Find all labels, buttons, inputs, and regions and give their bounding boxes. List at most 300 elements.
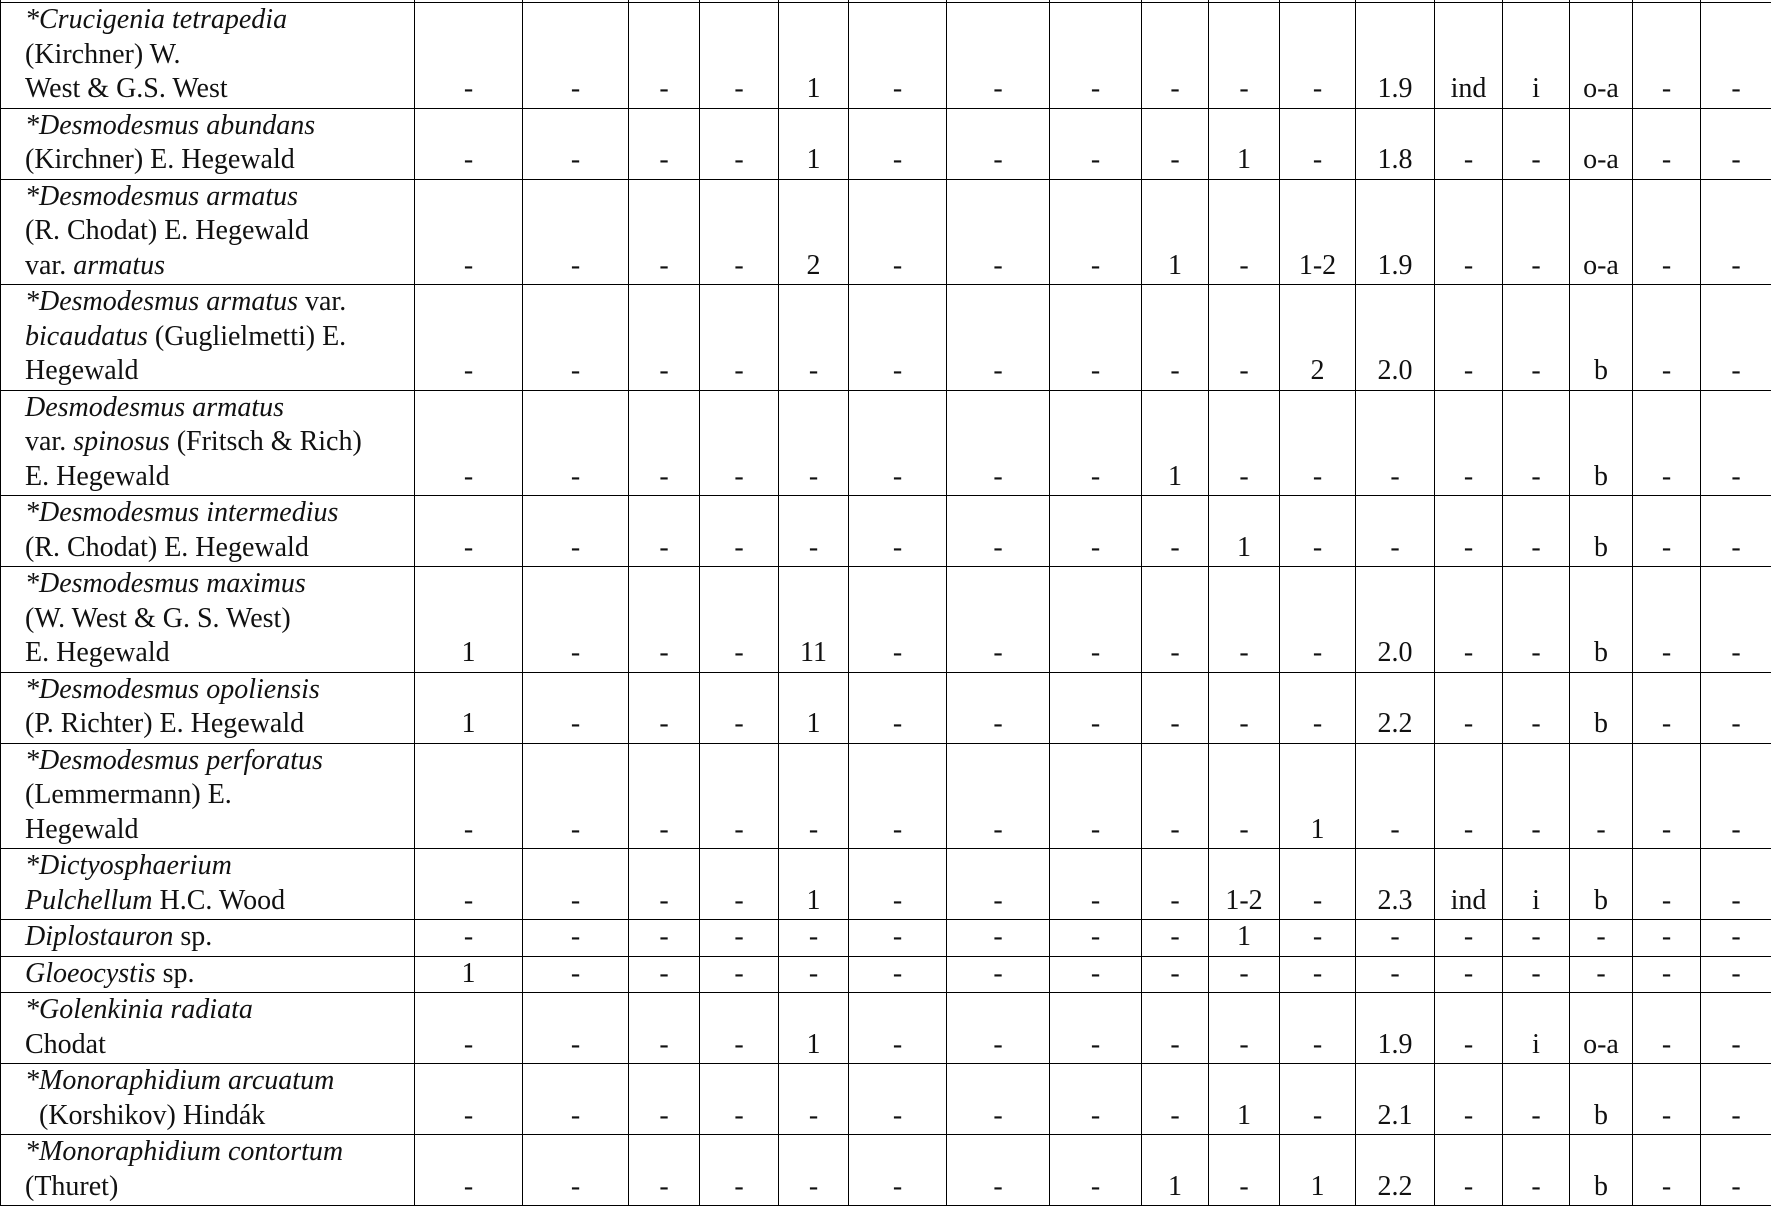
value-cell: - [1142,3,1209,109]
value-cell: - [1050,496,1142,567]
species-name-text: sp. [173,921,213,952]
value-cell: - [523,849,629,920]
species-name-line [25,957,411,992]
value-cell: - [947,1135,1050,1206]
species-name-line [25,425,411,460]
species-name-line [25,531,411,566]
value-cell: - [1503,743,1570,849]
value-cell: - [779,1064,849,1135]
table-row [1,993,1771,1064]
species-name-text: (Fritsch & Rich) [169,426,362,457]
value-cell: - [700,496,779,567]
species-name-italic: *Desmodesmus armatus [25,286,298,317]
value-cell: - [1701,1064,1771,1135]
species-name-cell [1,920,415,957]
value-cell: - [415,179,523,285]
value-cell: - [1633,920,1701,957]
value-cell: - [700,993,779,1064]
table-row [1,179,1771,285]
value-cell: - [947,672,1050,743]
value-cell: - [1633,743,1701,849]
value-cell: - [1633,390,1701,496]
value-cell: - [947,920,1050,957]
value-cell: - [700,743,779,849]
value-cell: b [1570,1064,1633,1135]
value-cell: - [415,390,523,496]
value-cell: - [700,567,779,673]
value-cell: - [1356,390,1435,496]
value-cell: - [1633,179,1701,285]
value-cell: - [700,1064,779,1135]
value-cell: - [849,3,947,109]
value-cell: - [1142,108,1209,179]
value-cell: i [1503,3,1570,109]
table-row [1,3,1771,109]
value-cell: - [1503,672,1570,743]
species-name-cell [1,3,415,109]
value-cell: 1 [1209,920,1280,957]
value-cell: - [1701,567,1771,673]
value-cell: - [779,743,849,849]
species-name-text: var. [298,286,347,317]
value-cell: 2.2 [1356,672,1435,743]
table-row [1,567,1771,673]
species-name-cell [1,743,415,849]
value-cell: - [1503,956,1570,993]
species-name-italic: *Desmodesmus intermedius [25,497,339,528]
value-cell: ind [1435,3,1503,109]
species-name-line [25,813,411,848]
value-cell: 2.0 [1356,567,1435,673]
value-cell: o-a [1570,179,1633,285]
value-cell: - [1280,496,1356,567]
value-cell: - [629,1135,700,1206]
value-cell: - [1050,920,1142,957]
value-cell: - [1142,920,1209,957]
table-row [1,108,1771,179]
value-cell: - [700,179,779,285]
species-name-line [25,920,411,955]
value-cell: - [1701,993,1771,1064]
value-cell: - [415,743,523,849]
species-name-text: (Guglielmetti) E. [147,320,347,352]
value-cell: - [1633,1135,1701,1206]
value-cell: - [1209,567,1280,673]
value-cell: - [1142,285,1209,391]
value-cell: - [1435,179,1503,285]
value-cell: 1 [1209,108,1280,179]
value-cell: i [1503,993,1570,1064]
value-cell: - [523,108,629,179]
value-cell: - [1701,1135,1771,1206]
species-name-line [25,143,411,178]
value-cell: - [1356,956,1435,993]
value-cell: - [629,920,700,957]
value-cell: 1 [1280,743,1356,849]
value-cell: - [629,179,700,285]
value-cell: 1-2 [1280,179,1356,285]
value-cell: 1 [415,672,523,743]
value-cell: b [1570,672,1633,743]
species-name-line [25,636,411,671]
species-name-text: (R. Chodat) E. Hegewald [25,531,309,563]
species-name-cell [1,390,415,496]
species-name-line [25,38,411,73]
value-cell: - [1435,1135,1503,1206]
value-cell: - [1435,285,1503,391]
species-name-text: var. [25,249,74,281]
value-cell: - [629,3,700,109]
value-cell: - [1701,743,1771,849]
value-cell: - [1280,108,1356,179]
value-cell: - [947,1064,1050,1135]
value-cell: - [1633,672,1701,743]
value-cell: - [1280,849,1356,920]
value-cell: - [849,993,947,1064]
table-row [1,390,1771,496]
species-name-line [25,354,411,389]
value-cell: - [1435,743,1503,849]
value-cell: - [1280,672,1356,743]
value-cell: - [947,390,1050,496]
value-cell: 2.0 [1356,285,1435,391]
value-cell: - [1701,390,1771,496]
table-row [1,1135,1771,1206]
species-name-line [25,744,411,779]
value-cell: - [415,920,523,957]
value-cell: o-a [1570,108,1633,179]
value-cell: - [849,567,947,673]
value-cell: - [947,496,1050,567]
species-name-italic: Pulchellum [25,884,153,916]
species-name-italic: *Desmodesmus abundans [25,109,316,141]
value-cell: - [779,920,849,957]
value-cell: - [629,672,700,743]
value-cell: - [849,956,947,993]
value-cell: - [1209,285,1280,391]
value-cell: - [1503,1064,1570,1135]
table-row [1,743,1771,849]
species-name-text: E. Hegewald [25,637,170,668]
value-cell: - [849,672,947,743]
species-name-italic: bicaudatus [25,320,148,352]
value-cell: - [700,672,779,743]
species-name-text: H.C. Wood [152,884,286,916]
value-cell: 1.9 [1356,179,1435,285]
value-cell: 1 [779,3,849,109]
value-cell: - [1701,496,1771,567]
value-cell: 1 [1209,1064,1280,1135]
species-name-line [25,884,411,919]
species-name-italic: *Desmodesmus armatus [25,180,298,212]
value-cell: - [1503,390,1570,496]
species-name-text: Hegewald [25,813,139,845]
table-row [1,285,1771,391]
species-name-text: E. Hegewald [25,460,170,492]
value-cell: - [1435,956,1503,993]
species-name-text: (P. Richter) E. Hegewald [25,708,305,739]
species-name-line [25,602,411,637]
value-cell: - [779,1135,849,1206]
value-cell: - [849,285,947,391]
species-name-italic: *Desmodesmus perforatus [25,744,323,776]
value-cell: - [415,3,523,109]
value-cell: - [629,108,700,179]
species-name-text: Hegewald [25,355,139,386]
value-cell: - [1209,1135,1280,1206]
species-name-cell [1,285,415,391]
value-cell: - [1142,496,1209,567]
species-name-italic: *Desmodesmus maximus [25,568,306,599]
value-cell: - [523,672,629,743]
value-cell: - [1142,1064,1209,1135]
table-row [1,849,1771,920]
species-name-line [25,180,411,215]
value-cell: - [947,567,1050,673]
species-name-line [25,707,411,742]
value-cell: - [523,496,629,567]
value-cell: - [523,390,629,496]
value-cell: 1-2 [1209,849,1280,920]
value-cell: - [849,920,947,957]
value-cell: - [523,567,629,673]
value-cell: - [1356,743,1435,849]
value-cell: - [1209,390,1280,496]
value-cell: - [1701,920,1771,957]
value-cell: - [1050,179,1142,285]
value-cell: - [1503,285,1570,391]
value-cell: - [947,179,1050,285]
value-cell: 1 [415,956,523,993]
value-cell: - [849,179,947,285]
value-cell: - [849,108,947,179]
table-body [1,0,1771,1206]
value-cell: 1 [779,672,849,743]
species-name-cell [1,567,415,673]
value-cell: o-a [1570,3,1633,109]
value-cell: - [947,956,1050,993]
value-cell: - [629,956,700,993]
value-cell: - [1570,956,1633,993]
species-name-italic: Diplostauron [25,921,174,952]
species-name-italic: *Monoraphidium arcuatum [25,1065,335,1096]
value-cell: - [1435,920,1503,957]
species-name-cell [1,108,415,179]
species-name-cell [1,1135,415,1206]
value-cell: - [1280,567,1356,673]
value-cell: - [1503,920,1570,957]
value-cell: - [629,496,700,567]
species-name-italic: *Desmodesmus opoliensis [25,673,320,705]
value-cell: - [629,993,700,1064]
value-cell: o-a [1570,993,1633,1064]
value-cell: - [523,993,629,1064]
value-cell: 1 [1142,1135,1209,1206]
value-cell: - [1356,496,1435,567]
value-cell: - [523,179,629,285]
value-cell: - [1435,993,1503,1064]
value-cell: - [1050,956,1142,993]
value-cell: - [1050,672,1142,743]
species-name-italic: Gloeocystis [25,957,156,989]
value-cell: 1.8 [1356,108,1435,179]
value-cell: - [1142,993,1209,1064]
value-cell: - [1209,672,1280,743]
value-cell: 1 [779,849,849,920]
value-cell: - [1570,920,1633,957]
value-cell: 2 [1280,285,1356,391]
species-name-cell [1,1064,415,1135]
species-name-line [25,496,411,531]
value-cell: - [1209,993,1280,1064]
value-cell: - [1435,108,1503,179]
value-cell: - [1280,390,1356,496]
value-cell: - [415,1064,523,1135]
value-cell: b [1570,496,1633,567]
value-cell: - [1050,567,1142,673]
value-cell: - [415,108,523,179]
value-cell: b [1570,849,1633,920]
value-cell: 1.9 [1356,3,1435,109]
value-cell: - [1503,108,1570,179]
species-name-text: (Kirchner) E. Hegewald [25,144,295,175]
value-cell: - [1633,956,1701,993]
species-name-italic: armatus [73,249,166,281]
species-name-text: (W. West & G. S. West) [25,602,291,634]
value-cell: - [523,743,629,849]
value-cell: - [947,285,1050,391]
value-cell: - [523,956,629,993]
value-cell: 1 [1280,1135,1356,1206]
value-cell: - [1503,179,1570,285]
value-cell: - [1570,743,1633,849]
value-cell: - [700,920,779,957]
species-name-italic: *Golenkinia radiata [25,994,253,1025]
value-cell: - [1356,920,1435,957]
value-cell: i [1503,849,1570,920]
value-cell: ind [1435,849,1503,920]
species-name-line [25,1135,411,1170]
species-name-text: (Lemmermann) E. [25,779,232,810]
value-cell: - [523,3,629,109]
species-name-line [25,778,411,813]
value-cell: - [415,849,523,920]
value-cell: - [1142,672,1209,743]
value-cell: - [947,108,1050,179]
value-cell: 1 [779,993,849,1064]
value-cell: 1 [779,108,849,179]
species-name-text: West & G.S. West [25,73,228,104]
value-cell: - [1280,1064,1356,1135]
value-cell: - [779,390,849,496]
species-name-line [25,1099,411,1134]
value-cell: - [523,1064,629,1135]
value-cell: - [1142,849,1209,920]
value-cell: b [1570,567,1633,673]
species-name-line [25,109,411,144]
value-cell: - [1280,956,1356,993]
value-cell: - [1050,108,1142,179]
value-cell: - [1435,567,1503,673]
species-name-italic: spinosus [73,426,170,457]
value-cell: - [849,849,947,920]
value-cell: - [700,390,779,496]
value-cell: b [1570,285,1633,391]
value-cell: - [1050,390,1142,496]
value-cell: - [1701,849,1771,920]
species-name-cell [1,672,415,743]
value-cell: - [947,3,1050,109]
species-name-line [25,214,411,249]
species-name-line [25,3,411,38]
value-cell: - [947,849,1050,920]
value-cell: - [1633,108,1701,179]
value-cell: - [1435,496,1503,567]
value-cell: - [1503,496,1570,567]
value-cell: - [1633,285,1701,391]
value-cell: - [1701,179,1771,285]
value-cell: - [629,849,700,920]
value-cell: - [1142,743,1209,849]
species-name-italic: Desmodesmus armatus [25,391,284,423]
value-cell: - [779,496,849,567]
value-cell: - [1701,3,1771,109]
value-cell: - [415,1135,523,1206]
value-cell: - [1701,285,1771,391]
value-cell: 11 [779,567,849,673]
value-cell: - [779,956,849,993]
value-cell: - [1209,179,1280,285]
value-cell: - [629,1064,700,1135]
value-cell: 2 [779,179,849,285]
species-name-text: (Thuret) [25,1170,119,1202]
value-cell: - [1280,920,1356,957]
species-name-line [25,849,411,884]
value-cell: - [629,567,700,673]
value-cell: 1 [1142,179,1209,285]
species-name-text: sp. [155,957,195,989]
value-cell: - [1503,1135,1570,1206]
value-cell: - [1280,993,1356,1064]
value-cell: - [947,993,1050,1064]
value-cell: - [1435,1064,1503,1135]
value-cell: 1 [415,567,523,673]
value-cell: - [629,285,700,391]
value-cell: - [1701,108,1771,179]
value-cell: 2.2 [1356,1135,1435,1206]
value-cell: - [700,849,779,920]
value-cell: - [700,285,779,391]
species-name-line [25,460,411,495]
value-cell: - [1050,3,1142,109]
species-name-line [25,1064,411,1099]
species-name-line [25,673,411,708]
value-cell: - [700,1135,779,1206]
value-cell: - [629,390,700,496]
value-cell: - [779,285,849,391]
value-cell: - [415,285,523,391]
species-name-italic: *Monoraphidium contortum [25,1136,344,1167]
value-cell: - [1633,849,1701,920]
value-cell: - [1209,743,1280,849]
value-cell: - [1050,849,1142,920]
species-name-italic: *Dictyosphaerium [25,850,232,881]
species-name-text: (R. Chodat) E. Hegewald [25,215,309,246]
value-cell: - [523,1135,629,1206]
value-cell: - [1209,3,1280,109]
species-name-line [25,249,411,284]
value-cell: b [1570,390,1633,496]
